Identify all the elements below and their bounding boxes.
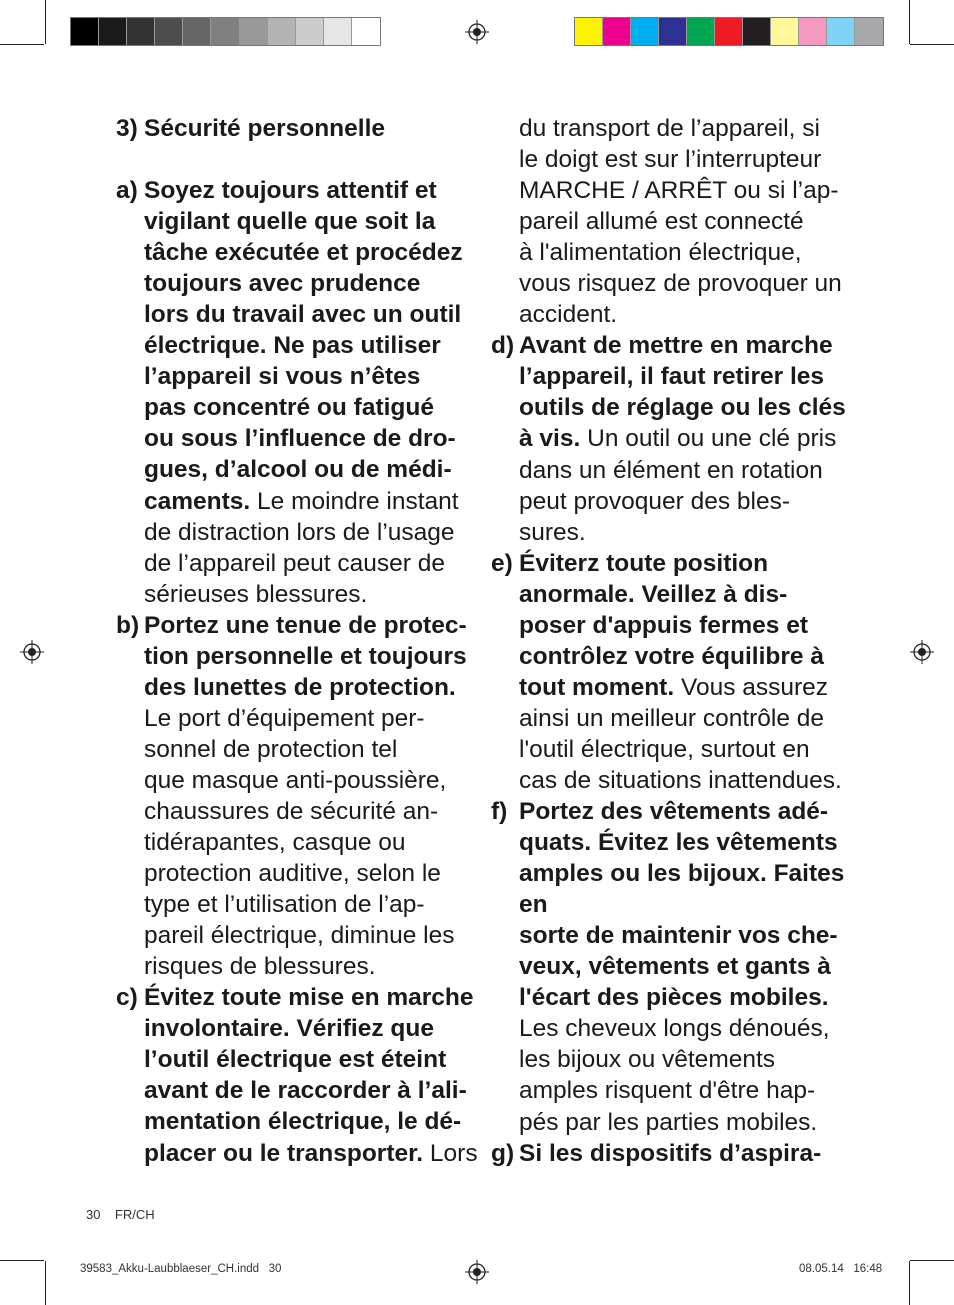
body-text: pareil électrique, diminue les xyxy=(144,922,455,950)
body-text: Les cheveux longs dénoués, xyxy=(519,1015,830,1043)
bold-text: électrique. Ne pas utiliser xyxy=(144,332,441,360)
body-text: de distraction lors de l’usage xyxy=(144,518,455,546)
body-text: l'outil électrique, surtout en xyxy=(519,735,810,763)
bold-text: ou sous l’influence de dro- xyxy=(144,425,456,453)
color-swatch xyxy=(603,18,631,45)
bold-text: caments. xyxy=(144,487,251,515)
text-line: à l'alimentation électrique, xyxy=(519,239,802,267)
color-calibration-bar xyxy=(574,17,884,46)
color-swatch xyxy=(659,18,687,45)
text-line xyxy=(144,672,466,703)
bold-text: tion personnelle et toujours xyxy=(144,642,467,670)
text-line xyxy=(519,455,843,486)
safety-item xyxy=(116,175,466,610)
color-swatch xyxy=(827,18,855,45)
body-text: protection auditive, selon le xyxy=(144,860,441,888)
item-marker: a) xyxy=(116,177,138,205)
text-line xyxy=(144,330,466,361)
text-line xyxy=(144,765,466,796)
body-text: sures. xyxy=(519,518,586,546)
bold-text: avant de le raccorder à l’ali- xyxy=(144,1077,467,1105)
grey-swatch xyxy=(211,18,239,45)
slug-date: 08.05.14 xyxy=(799,1263,844,1275)
body-text: sérieuses blessures. xyxy=(144,580,368,608)
bold-text: tout moment. xyxy=(519,673,675,701)
item-marker: e) xyxy=(491,549,513,577)
text-line xyxy=(519,703,843,734)
text-line xyxy=(144,610,466,641)
text-line: du transport de l’appareil, si xyxy=(519,115,820,142)
text-line: MARCHE / ARRÊT ou si l’ap- xyxy=(519,177,839,205)
text-line xyxy=(144,268,466,299)
text-line xyxy=(519,1107,843,1138)
safety-item xyxy=(116,610,466,983)
text-line xyxy=(519,951,843,982)
text-line xyxy=(519,1075,843,1106)
bold-text: Portez une tenue de protec- xyxy=(144,611,467,639)
body-text: les bijoux ou vêtements xyxy=(519,1046,776,1074)
text-line xyxy=(144,703,466,734)
bold-text: poser d'appuis fermes et xyxy=(519,611,809,639)
body-text: cas de situations inattendues. xyxy=(519,766,842,794)
text-line xyxy=(519,920,843,951)
text-line xyxy=(144,237,466,268)
bold-text: gues, d’alcool ou de médi- xyxy=(144,456,452,484)
safety-item xyxy=(491,548,843,796)
text-line xyxy=(144,486,466,517)
bold-text: outils de réglage ou les clés xyxy=(519,394,846,422)
color-swatch xyxy=(743,18,771,45)
continued-paragraph xyxy=(519,113,843,330)
text-line xyxy=(144,206,466,237)
color-swatch xyxy=(631,18,659,45)
body-text: Un outil ou une clé pris xyxy=(580,425,837,453)
bold-text: Portez des vêtements adé- xyxy=(519,798,829,826)
body-text: Lors xyxy=(423,1139,478,1167)
text-line: le doigt est sur l’interrupteur xyxy=(519,146,822,174)
body-text: amples risquent d'être hap- xyxy=(519,1077,816,1105)
bold-text: quats. Évitez les vêtements xyxy=(519,829,838,857)
bold-text: sorte de maintenir vos che- xyxy=(519,922,838,950)
body-text: type et l’utilisation de l’ap- xyxy=(144,891,425,919)
bold-text: Éviterz toute position xyxy=(519,549,769,577)
grey-swatch xyxy=(71,18,99,45)
safety-item xyxy=(491,330,846,547)
bold-text: tâche exécutée et procédez xyxy=(144,239,463,267)
text-line xyxy=(519,548,843,579)
grey-swatch xyxy=(352,18,380,45)
text-line xyxy=(519,361,843,392)
body-text: de l’appareil peut causer de xyxy=(144,549,446,577)
text-line xyxy=(519,827,843,858)
text-line xyxy=(144,175,466,206)
text-line xyxy=(144,1075,466,1106)
bold-text: involontaire. Vérifiez que xyxy=(144,1015,434,1043)
safety-item xyxy=(491,796,843,1138)
bold-text: lors du travail avec un outil xyxy=(144,301,462,329)
color-swatch xyxy=(575,18,603,45)
safety-item xyxy=(491,1138,843,1169)
text-line xyxy=(144,889,466,920)
text-line xyxy=(519,423,843,454)
bold-text: pas concentré ou fatigué xyxy=(144,394,434,422)
body-text: risques de blessures. xyxy=(144,953,376,981)
text-line xyxy=(144,920,466,951)
text-line xyxy=(519,486,843,517)
item-marker: d) xyxy=(491,332,515,360)
bold-text: l'écart des pièces mobiles. xyxy=(519,984,829,1012)
body-text: ainsi un meilleur contrôle de xyxy=(519,704,825,732)
text-line xyxy=(519,734,843,765)
locale-code: FR/CH xyxy=(114,1207,155,1222)
safety-item xyxy=(116,982,478,1168)
text-line: pareil allumé est connecté xyxy=(519,208,804,236)
body-text: sonnel de protection tel xyxy=(144,735,398,763)
grey-swatch xyxy=(127,18,155,45)
bold-text: placer ou le transporter. xyxy=(144,1139,424,1167)
bold-text: Évitez toute mise en marche xyxy=(144,984,474,1012)
text-line xyxy=(144,392,466,423)
text-line xyxy=(519,1138,843,1169)
body-text: tidérapantes, casque ou xyxy=(144,829,406,857)
bold-text: l’outil électrique est éteint xyxy=(144,1046,447,1074)
color-swatch xyxy=(771,18,799,45)
body-text: dans un élément en rotation xyxy=(519,456,823,484)
text-line xyxy=(519,1044,843,1075)
left-column xyxy=(116,113,478,1169)
item-marker: g) xyxy=(491,1139,515,1167)
text-line: accident. xyxy=(519,301,618,329)
item-marker: c) xyxy=(116,984,138,1012)
text-line xyxy=(519,517,843,548)
grey-swatch xyxy=(268,18,296,45)
text-line xyxy=(144,517,466,548)
body-text: que masque anti-poussière, xyxy=(144,766,447,794)
bold-text: l’appareil, il faut retirer les xyxy=(519,363,825,391)
right-column xyxy=(491,113,846,1169)
grey-swatch xyxy=(296,18,324,45)
item-marker: b) xyxy=(116,611,140,639)
text-line xyxy=(144,299,466,330)
text-line xyxy=(519,1013,843,1044)
text-line xyxy=(519,610,843,641)
text-line xyxy=(144,982,474,1013)
text-line xyxy=(519,330,843,361)
text-line xyxy=(144,454,466,485)
body-text: Le port d’équipement per- xyxy=(144,704,425,732)
text-line xyxy=(519,765,843,796)
color-swatch xyxy=(855,18,883,45)
grey-swatch xyxy=(155,18,183,45)
registration-mark-icon xyxy=(910,640,934,664)
body-text: Vous assurez xyxy=(674,673,829,701)
text-line xyxy=(519,392,846,423)
color-swatch xyxy=(715,18,743,45)
color-swatch xyxy=(687,18,715,45)
text-line xyxy=(144,579,466,610)
body-text: peut provoquer des bles- xyxy=(519,487,791,515)
text-line xyxy=(144,548,466,579)
section-number: 3) xyxy=(116,115,138,142)
section-heading xyxy=(116,113,466,144)
bold-text: des lunettes de protection. xyxy=(144,673,456,701)
text-line xyxy=(144,827,466,858)
grey-calibration-bar xyxy=(70,17,381,46)
slug-file-name: 39583_Akku-Laubblaeser_CH.indd 30 xyxy=(80,1263,282,1275)
grey-swatch xyxy=(183,18,211,45)
slug-date-time xyxy=(799,1263,882,1275)
text-line xyxy=(519,858,843,889)
bold-text: Soyez toujours attentif et xyxy=(144,177,437,205)
text-line: vous risquez de provoquer un xyxy=(519,270,842,298)
page-footer xyxy=(86,1207,155,1222)
text-line xyxy=(144,1044,466,1075)
bold-text: l’appareil si vous n’êtes xyxy=(144,363,421,391)
text-line xyxy=(519,641,843,672)
text-line xyxy=(519,982,843,1013)
page-number: 30 xyxy=(86,1207,101,1222)
text-line xyxy=(519,672,843,703)
registration-mark-icon xyxy=(465,1260,489,1284)
slug-time: 16:48 xyxy=(853,1263,883,1275)
section-title: Sécurité personnelle xyxy=(144,115,386,142)
body-text: pés par les parties mobiles. xyxy=(519,1108,818,1136)
bold-text: à vis. xyxy=(519,425,581,453)
bold-text: Avant de mettre en marche xyxy=(519,332,833,360)
bold-text: anormale. Veillez à dis- xyxy=(519,580,788,608)
text-line xyxy=(144,796,466,827)
text-line xyxy=(144,361,466,392)
text-line xyxy=(144,951,466,982)
registration-mark-icon xyxy=(20,640,44,664)
bold-text: en xyxy=(519,891,548,919)
text-line xyxy=(519,889,843,920)
grey-swatch xyxy=(240,18,268,45)
bold-text: veux, vêtements et gants à xyxy=(519,953,831,981)
bold-text: amples ou les bijoux. Faites xyxy=(519,860,845,888)
text-line xyxy=(519,796,843,827)
text-line xyxy=(144,641,466,672)
text-line xyxy=(144,1013,466,1044)
text-line xyxy=(144,1106,466,1137)
body-text: Le moindre instant xyxy=(250,487,459,515)
body-text: chaussures de sécurité an- xyxy=(144,797,439,825)
bold-text: mentation électrique, le dé- xyxy=(144,1108,462,1136)
bold-text: toujours avec prudence xyxy=(144,270,421,298)
text-line xyxy=(144,1138,478,1169)
grey-swatch xyxy=(99,18,127,45)
text-line xyxy=(519,579,843,610)
bold-text: contrôlez votre équilibre à xyxy=(519,642,824,670)
color-swatch xyxy=(799,18,827,45)
item-marker: f) xyxy=(491,798,508,826)
grey-swatch xyxy=(324,18,352,45)
registration-mark-icon xyxy=(465,20,489,44)
text-line xyxy=(144,423,466,454)
bold-text: Si les dispositifs d’aspira- xyxy=(519,1139,822,1167)
bold-text: vigilant quelle que soit la xyxy=(144,208,436,236)
text-line xyxy=(144,734,466,765)
text-line xyxy=(144,858,466,889)
